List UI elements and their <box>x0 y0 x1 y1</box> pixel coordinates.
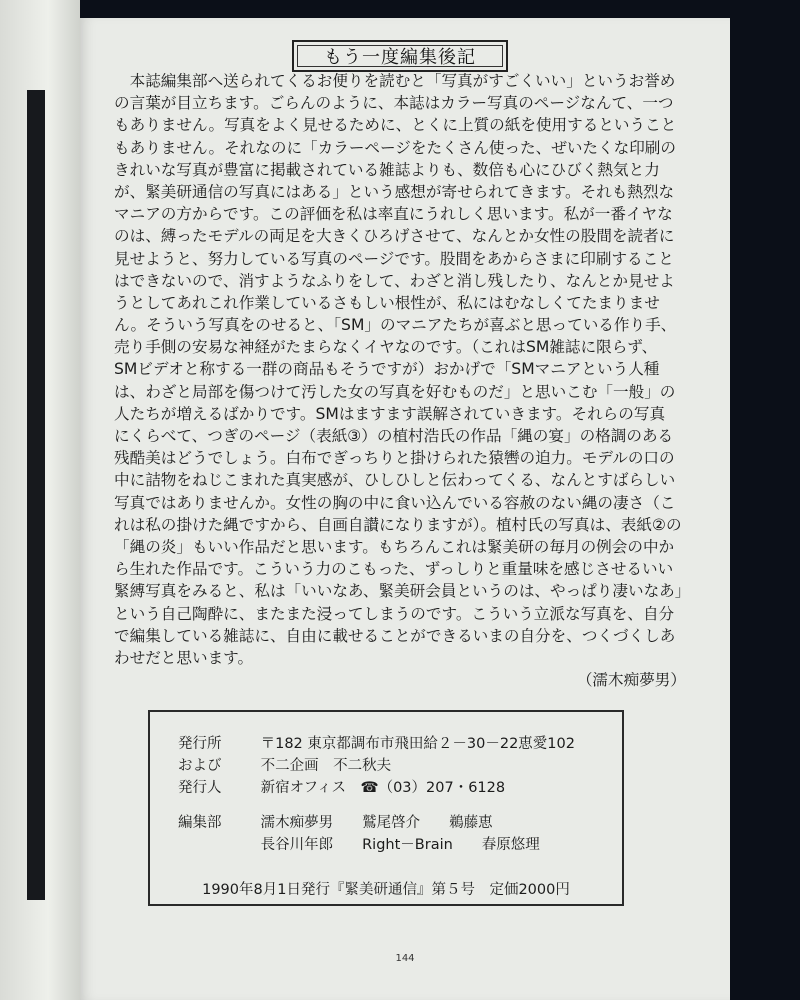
body-line: の言葉が目立ちます。ごらんのように、本誌はカラー写真のページなんて、一つ <box>114 94 674 113</box>
body-line: はできないので、消すようなふりをして、わざと消し残したり、なんとか見せよ <box>114 271 675 290</box>
issuer-row <box>178 776 505 797</box>
body-line: もありません。それなのに「カラーページをたくさん使った、ぜいたくな印刷の <box>114 138 676 157</box>
body-line: 残酷美はどうでしょう。白布でぎっちりと掛けられた猿轡の迫力。モデルの口の <box>114 449 675 468</box>
body-line: 緊縛写真をみると、私は「いいなあ、緊美研会員というのは、やっぱり凄いなあ」 <box>114 582 691 601</box>
body-line: 見せようと、努力している写真のページです。股間をあからさまに印刷すること <box>114 249 674 268</box>
body-line: 人たちが増えるばかりです。SMはますます誤解されていきます。それらの写真 <box>114 404 666 423</box>
body-line: SMビデオと称する一群の商品もそうですが）おかげで「SMマニアという人種 <box>114 360 660 379</box>
body-line: うとしてあれこれ作業しているさもしい根性が、私にはむなしくてたまりませ <box>114 293 660 312</box>
book-spine-shadow <box>27 90 45 900</box>
body-line: きれいな写真が豊富に掲載されている雑誌よりも、数倍も心にひびく熱気と力 <box>114 160 660 179</box>
publisher-address: 〒182 東京都調布市飛田給２－30－22恵愛102 <box>260 736 575 752</box>
issuer-label: 発行人 <box>178 780 222 796</box>
body-line: という自己陶酔に、またまた浸ってしまうのです。こういう立派な写真を、自分 <box>114 604 675 623</box>
issuer-contact: 新宿オフィス ☎（03）207・6128 <box>260 780 506 796</box>
body-line: で編集している雑誌に、自由に載せることができるいまの自分を、つくづくしあ <box>114 626 676 645</box>
page-number: 144 <box>395 953 415 964</box>
body-line: マニアの方からです。この評価を私は率直にうれしく思います。私が一番イヤな <box>114 205 673 224</box>
body-line: 中に詰物をねじこまれた真実感が、ひしひしと伝わってくる、なんとすばらしい <box>114 471 676 490</box>
author-credit: （濡木痴夢男） <box>576 671 686 690</box>
editor-row <box>178 811 493 832</box>
body-line: ん。そういう写真をのせると、「SM」のマニアたちが喜ぶと思っている作り手、 <box>114 316 677 335</box>
publication-info: 1990年8月1日発行『緊美研通信』第５号 定価2000円 <box>202 882 570 898</box>
page-title: もう一度編集後記 <box>324 47 476 68</box>
colophon-box <box>148 710 624 906</box>
editor-row-2 <box>178 833 540 854</box>
body-line: もありません。写真をよく見せるために、とくに上質の紙を使用するということ <box>114 116 677 135</box>
book-page <box>80 18 730 1000</box>
publisher-names: 不二企画 不二秋夫 <box>260 758 392 774</box>
body-line: にくらべて、つぎのページ（表紙③）の植村浩氏の作品「縄の宴」の格調のある <box>114 427 674 445</box>
publisher-label: 発行所 <box>178 736 222 752</box>
body-line: のは、縛ったモデルの両足を大きくひろげさせて、なんとか女性の股間を読者に <box>114 227 675 246</box>
publisher-row <box>178 732 575 753</box>
body-line: わせだと思います。 <box>114 648 254 667</box>
body-line: 本誌編集部へ送られてくるお便りを読むと「写真がすごくいい」というお誉め <box>114 72 676 90</box>
body-line: 「縄の炎」もいい作品だと思います。もちろんこれは緊美研の毎月の例会の中か <box>114 537 675 556</box>
and-label: および <box>178 758 222 774</box>
editorial-body <box>114 70 696 691</box>
editor-names-1: 濡木痴夢男 鷲尾啓介 鵜藤恵 <box>260 815 493 831</box>
title-frame <box>292 40 508 72</box>
body-line: が、緊美研通信の写真にはある」という感想が寄せられてきます。それも熱烈な <box>114 182 675 201</box>
body-line: は、わざと局部を傷つけて汚した女の写真を好むものだ」と思いこむ「一般」の <box>114 382 676 401</box>
editor-label: 編集部 <box>178 815 222 831</box>
body-line: 売り手側の安易な神経がたまらなくイヤなのです。（これはSM雑誌に限らず、 <box>114 338 658 357</box>
editor-names-2: 長谷川年郎 Right－Brain 春原悠理 <box>260 837 540 853</box>
body-line: れは私の掛けた縄ですから、自画自讃になりますが）。植村氏の写真は、表紙②の <box>114 515 682 534</box>
body-line: ら生れた作品です。こういう力のこもった、ずっしりと重量味を感じさせるいい <box>114 560 674 579</box>
and-row <box>178 754 391 775</box>
body-line: 写真ではありませんか。女性の胸の中に食い込んでいる容赦のない縄の凄さ（こ <box>114 493 676 512</box>
